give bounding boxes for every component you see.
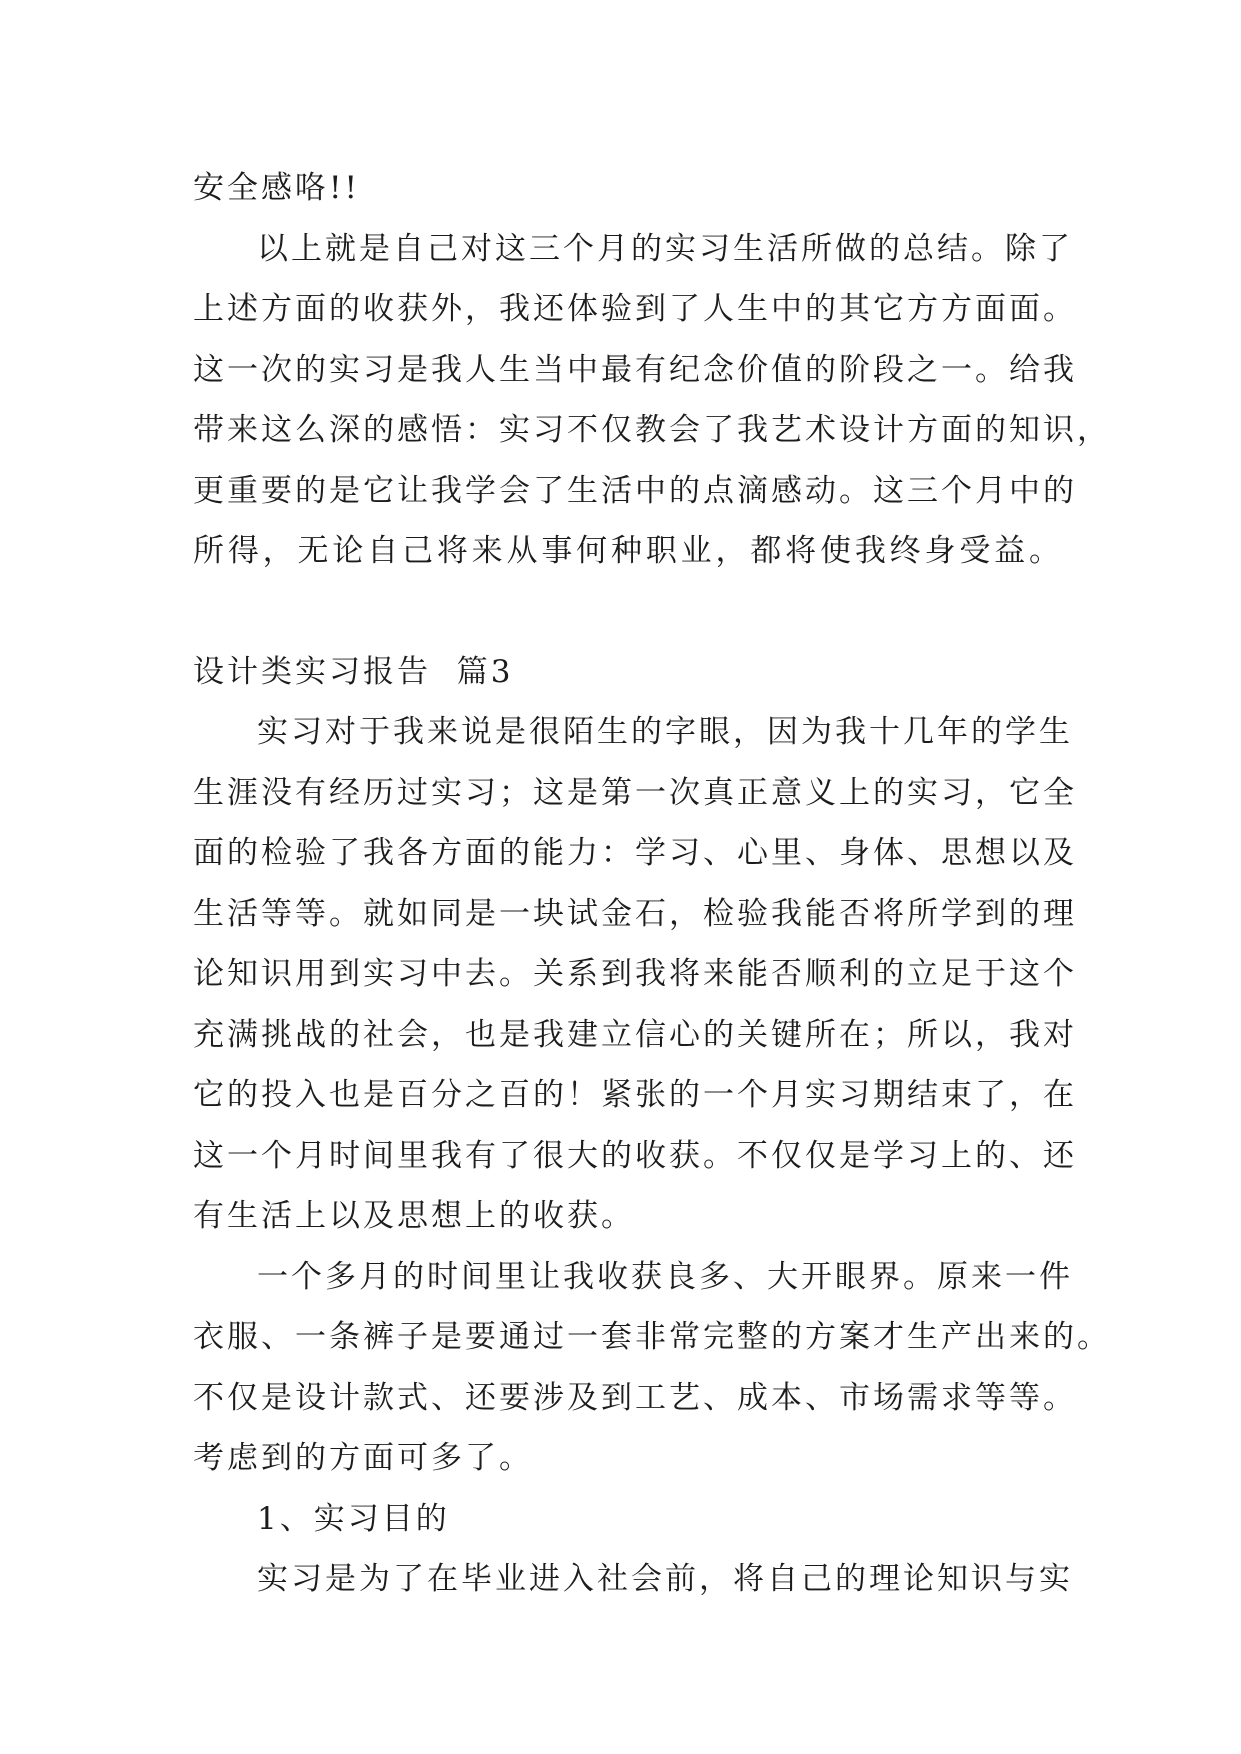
text-line: 它的投入也是百分之百的！紧张的一个月实习期结束了，在	[193, 1077, 1077, 1113]
paragraph-first-line: 以上就是自己对这三个月的实习生活所做的总结。除了	[257, 230, 1073, 267]
text-line: 安全感咯!!	[193, 170, 360, 206]
text-line: 带来这么深的感悟：实习不仅教会了我艺术设计方面的知识，	[193, 412, 1111, 448]
text-line: 这一次的实习是我人生当中最有纪念价值的阶段之一。给我	[193, 351, 1077, 388]
section-divider-space	[193, 582, 1063, 642]
paragraph-last-line: 考虑到的方面可多了。	[193, 1440, 533, 1476]
numbered-subheading: 1、实习目的	[257, 1500, 450, 1537]
paragraph-last-line: 有生活上以及思想上的收获。	[193, 1198, 635, 1234]
text-line: 论知识用到实习中去。关系到我将来能否顺利的立足于这个	[193, 956, 1077, 992]
section-heading: 设计类实习报告 篇3	[193, 653, 514, 690]
text-line: 不仅是设计款式、还要涉及到工艺、成本、市场需求等等。	[193, 1379, 1077, 1416]
text-line: 生涯没有经历过实习；这是第一次真正意义上的实习，它全	[193, 774, 1077, 811]
paragraph-first-line: 一个多月的时间里让我收获良多、大开眼界。原来一件	[257, 1258, 1073, 1295]
document-body	[193, 158, 1111, 1610]
text-line: 充满挑战的社会，也是我建立信心的关键所在；所以，我对	[193, 1016, 1077, 1053]
text-line: 更重要的是它让我学会了生活中的点滴感动。这三个月中的	[193, 472, 1077, 509]
text-line: 上述方面的收获外，我还体验到了人生中的其它方方面面。	[193, 291, 1077, 327]
text-line: 这一个月时间里我有了很大的收获。不仅仅是学习上的、还	[193, 1137, 1077, 1174]
text-line: 面的检验了我各方面的能力：学习、心里、身体、思想以及	[193, 835, 1077, 871]
text-line: 生活等等。就如同是一块试金石，检验我能否将所学到的理	[193, 895, 1077, 932]
paragraph-first-line: 实习对于我来说是很陌生的字眼，因为我十几年的学生	[257, 714, 1073, 750]
paragraph-first-line: 实习是为了在毕业进入社会前，将自己的理论知识与实	[257, 1561, 1073, 1597]
text-line: 衣服、一条裤子是要通过一套非常完整的方案才生产出来的。	[193, 1319, 1111, 1355]
text-line: 所得，无论自己将来从事何种职业，都将使我终身受益。	[193, 533, 1063, 569]
